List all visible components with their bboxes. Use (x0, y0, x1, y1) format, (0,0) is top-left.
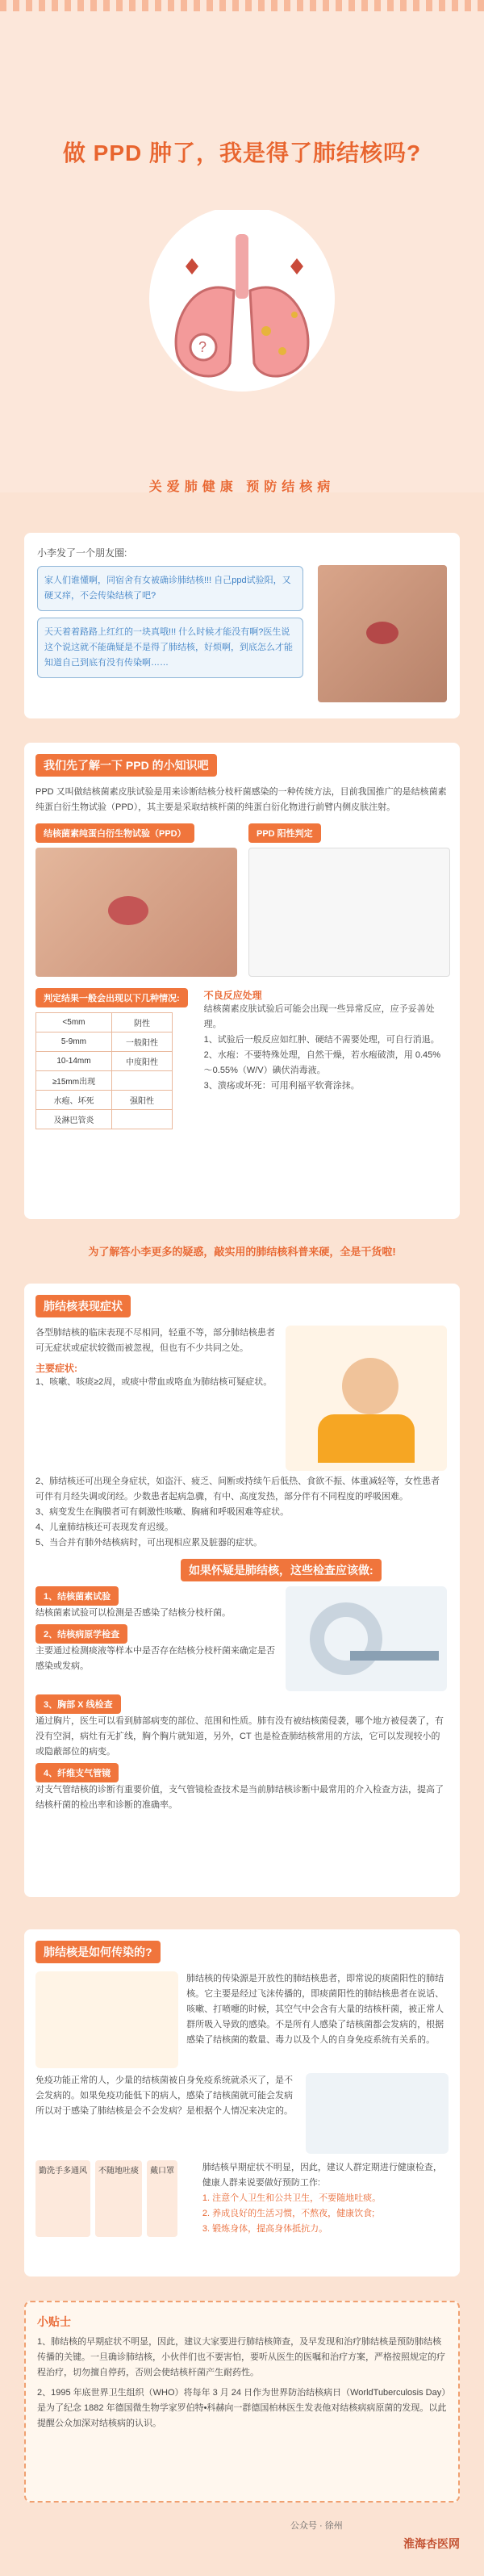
ppd-section (24, 743, 460, 1219)
cough-person-illustration (35, 1971, 178, 2068)
lungs-illustration (145, 210, 339, 420)
chat-bubble-1: 家人们谁懂啊，同宿舍有女被确诊肺结核!!! 自己ppd试验阳，又硬又痒，不会传染结核了吧? (37, 566, 303, 611)
prevent-intro: 肺结核早期症状不明显，因此，建议人群定期进行健康检查，健康人群来说要做好预防工作: (202, 2163, 442, 2188)
faq-banner: 为了解答小李更多的疑惑，敲实用的肺结核科普来硬，全是干货啦! (88, 1246, 396, 1258)
coughing-illustration (286, 1326, 447, 1471)
exam-text: 主要通过检测痰液等样本中是否存在结核分枝杆菌来确定是否感染或发病。 (35, 1646, 275, 1671)
section-heading-symptoms: 肺结核表现症状 (35, 1295, 131, 1317)
bad-item: 2、水疱：不要特殊处理，自然干燥，若水疱破溃，用 0.45%～0.55%（W/V）碘伏消毒液。 (203, 1050, 441, 1075)
svg-text:?: ? (198, 339, 207, 355)
section-heading-ppd: 我们先了解一下 PPD 的小知识吧 (35, 754, 217, 777)
prevent-item: 1. 注意个人卫生和公共卫生，不要随地吐痰。 (202, 2193, 382, 2203)
wechat-label: 公众号 · 徐州 (290, 2521, 343, 2531)
exam-title: 1、结核菌素试验 (35, 1586, 119, 1606)
symptom-intro: 各型肺结核的临床表现不尽相同，轻重不等，部分肺结核患者可无症状或症状较微而被忽视，但也有不少共同之处。 (35, 1328, 275, 1353)
ppd-test-caption: 结核菌素纯蛋白衍生物试验（PPD） (35, 823, 194, 843)
ppd-intro: PPD 又叫做结核菌素皮肤试验是用来诊断结核分枝杆菌感染的一种传统方法，目前我国推广的是结核菌素纯蛋白衍生物试验（PPD），其主要是采取结核杆菌的纯蛋白衍化物进行前臂内侧皮肤注射。 (35, 787, 447, 812)
exam-heading: 如果怀疑是肺结核，这些检查应该做: (181, 1559, 382, 1581)
ppd-positive-caption: PPD 阳性判定 (248, 823, 321, 843)
bad-reaction-text: 结核菌素皮肤试验后可能会出现一些异常反应，应予妥善处理。 (203, 1004, 435, 1029)
exam-text: 结核菌素试验可以检测是否感染了结核分枝杆菌。 (35, 1608, 231, 1618)
top-stripe (0, 0, 484, 11)
exam-text: 对支气管结核的诊断有重要价值，支气管镜检查技术是当前肺结核诊断中最常用的介入检查方法，提高了结核杆菌的检出率和诊断的准确率。 (35, 1785, 444, 1810)
ppd-diagram (248, 848, 450, 977)
ppd-result-table (35, 1012, 173, 1129)
table-row: 及淋巴管炎 (36, 1110, 173, 1129)
table-row: ≥15mm出现 (36, 1071, 173, 1091)
chat-bubble-2: 天天着着路路上红红的一块真哦!!! 什么时候才能没有啊?医生说这个说这就不能确疑是不是得了肺结核，好烦啊，到底怎么才能知道自己到底有没有传染啊…… (37, 618, 303, 678)
symptom-item: 1、咳嗽、咳痰≥2周，或痰中带血或咯血为肺结核可疑症状。 (35, 1377, 273, 1387)
transmission-section (24, 1929, 460, 2277)
prevent-item: 2. 养成良好的生活习惯，不熬夜，健康饮食; (202, 2209, 375, 2218)
table-row: <5mm 阴性 (36, 1013, 173, 1032)
exam-title: 3、胸部 X 线检查 (35, 1694, 121, 1714)
tips-title: 小贴士 (37, 2315, 71, 2328)
chat-intro: 小李发了一个朋友圈: (37, 547, 127, 559)
section-heading-transmission: 肺结核是如何传染的? (35, 1941, 161, 1963)
table-row: 水疱、坏死 强阳性 (36, 1091, 173, 1110)
arm-photo (318, 565, 447, 702)
tips-section (24, 2301, 460, 2503)
transmission-text-1: 肺结核的传染源是开放性的肺结核患者，即常说的痰菌阳性的肺结核。它主要是经过飞沫传播的，即痰菌阳性的肺结核患者在说话、咳嗽、打喷嚏的时候，其空气中会含有大量的结核杆菌，被正常人群所吸入导致的感染。不是所有人感染了结核菌都会发病的，根据感染了结核菌的数量、毒力以及个人的自身免疫系统有关系的。 (186, 1974, 444, 2045)
page-title: 做 PPD 肿了，我是得了肺结核吗? (62, 140, 422, 165)
result-title: 判定结果一般会出现以下几种情况: (35, 988, 188, 1007)
tip-item: 1、肺结核的早期症状不明显，因此，建议大家要进行肺结核筛查，及早发现和治疗肺结核是预防肺结核传播的关键。一旦确诊肺结核，小伙伴们也不要害怕，要听从医生的医嘱和治疗方案，严格按照规定的疗程治疗，切勿擅自停药，否则会使结核杆菌产生耐药性。 (37, 2337, 445, 2377)
chat-card (24, 533, 460, 718)
symptom-item: 2、肺结核还可出现全身症状，如盗汗、疲乏、间断或持续午后低热、食欲不振、体重减轻等，女性患者可伴有月经失调或闭经。少数患者起病急骤，有中、高度发热，部分伴有不同程度的呼吸困难。 (35, 1476, 440, 1502)
slogan: 关爱肺健康 预防结核病 (148, 480, 336, 494)
symptoms-section (24, 1284, 460, 1897)
symptom-item: 4、儿童肺结核还可表现发育迟缓。 (35, 1523, 174, 1532)
tip-item: 2、1995 年底世界卫生组织（WHO）将每年 3 月 24 日作为世界防治结核病日（WorldTuberculosis Day）是为了纪念 1882 年德国微生物学家罗伯特•科赫向一群德国柏林医生发表他对结核病病原菌的发现。以此提醒公众加深对结核病的认识。 (37, 2388, 447, 2428)
bad-item: 3、溃疡或坏死：可用利福平软膏涂抹。 (203, 1081, 360, 1091)
lungs-xray-illustration (306, 2073, 449, 2154)
watermark: 淮海杏医网 (403, 2537, 460, 2550)
transmission-text-2: 免疫功能正常的人，少量的结核菌被自身免疫系统就杀灭了，是不会发病的。如果免疫功能低下的病人，感染了结核菌就可能会发病所以对于感染了肺结核是会不会发病？是根据个人情况来决定的。 (35, 2075, 293, 2116)
exam-title: 2、结核病原学检查 (35, 1624, 127, 1644)
hero (0, 0, 484, 492)
icon-label: 不随地吐痰 (95, 2160, 142, 2237)
table-row: 5-9mm 一般阳性 (36, 1032, 173, 1052)
icon-label: 勤洗手多通风 (35, 2160, 90, 2237)
bad-reaction-title: 不良反应处理 (203, 990, 262, 1001)
icon-label: 戴口罩 (147, 2160, 177, 2237)
bad-item: 1、试验后一般反应如红肿、硬结不需要处理，可自行消退。 (203, 1035, 440, 1045)
ppd-arm-image (35, 848, 237, 977)
exam-title: 4、纤维支气管镜 (35, 1763, 119, 1782)
main-symptoms-title: 主要症状: (35, 1363, 77, 1374)
prevent-item: 3. 锻炼身体，提高身体抵抗力。 (202, 2224, 328, 2234)
exam-text: 通过胸片，医生可以看到肺部病变的部位、范围和性质。肺有没有被结核菌侵袭，哪个地方被侵袭了，有没有空洞，病灶有无扩线，胸个胸片就知道，另外，CT 也是检查肺结核常用的方法，它可以发现较小的或隐蔽部位的病变。 (35, 1716, 444, 1757)
table-row: 10-14mm 中度阳性 (36, 1052, 173, 1071)
symptom-item: 5、当合并有肺外结核病时，可出现相应累及脏器的症状。 (35, 1538, 263, 1548)
ct-scanner-illustration (286, 1586, 447, 1691)
symptom-item: 3、病变发生在胸膜者可有刺激性咳嗽、胸痛和呼吸困难等症状。 (35, 1507, 290, 1517)
